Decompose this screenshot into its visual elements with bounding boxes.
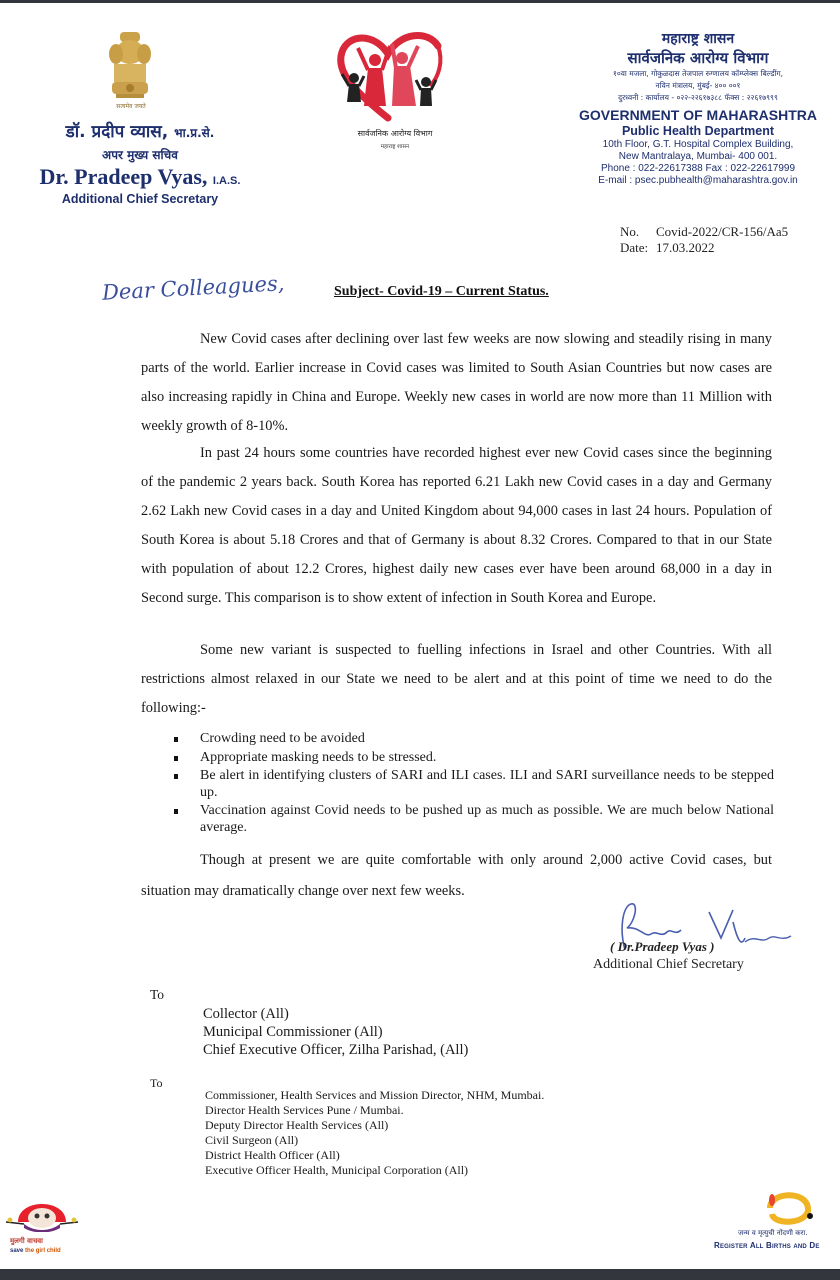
recipient-item: Commissioner, Health Services and Mission Director, NHM, Mumbai.: [205, 1088, 545, 1102]
public-health-heart-family-logo-icon: [330, 26, 450, 126]
reference-block: [620, 224, 788, 256]
recipient-item: Collector (All): [203, 1006, 289, 1022]
address-hindi-line2: नविन मंत्रालय, मुंबई- ४०० ००१: [655, 81, 741, 90]
recipients-secondary-list: [205, 1088, 544, 1178]
register-births-deaths-logo-icon: [760, 1186, 820, 1230]
signatory-designation: Additional Chief Secretary: [593, 957, 744, 972]
dept-name-english: Public Health Department: [621, 124, 775, 138]
email-english: E-mail : psec.pubhealth@maharashtra.gov.in: [598, 175, 798, 186]
recipient-item: Civil Surgeon (All): [205, 1133, 299, 1147]
recipient-item: Deputy Director Health Services (All): [205, 1118, 389, 1132]
reference-number: No. Covid-2022/CR-156/Aa5: [620, 224, 789, 239]
action-item: Appropriate masking needs to be stressed.: [174, 750, 774, 767]
action-item: Be alert in identifying clusters of SARI and ILI cases. ILI and SARI surveillance needs to be stepped up.: [174, 768, 774, 801]
closing-paragraph: Though at present we are quite comfortable with only around 2,000 active Covid cases, but situation may dramatically change over next few weeks.: [141, 852, 772, 899]
officer-name-english: Dr. Pradeep Vyas, I.A.S.: [39, 164, 241, 189]
action-item: Crowding need to be avoided: [174, 731, 774, 748]
department-address-block: [560, 30, 836, 187]
register-births-text-hindi: जन्म व मृत्युची नोंदणी करा.: [738, 1229, 808, 1237]
gov-name-english: GOVERNMENT OF MAHARASHTRA: [579, 107, 817, 123]
body-paragraph-2: In past 24 hours some countries have recorded highest ever new Covid cases since the beginning of the pandemic 2 years back. South Korea has reported 6.21 Lakh new Covid cases in a day and Germany 2.62 Lakh new Covid cases in a day and United Kingdom about 94,000 cases in last 24 hours. Population of South Korea is about 5.18 Crores and that of Germany is about 8.32 Crores. Compared to that in our State with population of about 12.2 Crores, highest daily new cases ever have been around 68,000 in a day in Second surge. This comparison is to show extent of infection in South Korea and Europe.: [141, 445, 772, 606]
save-girl-child-text-hindi: मुलगी वाचवा: [10, 1237, 43, 1245]
reference-date: Date: 17.03.2022: [620, 240, 715, 255]
recipients-primary-list: [203, 1005, 468, 1059]
body-paragraph-3: Some new variant is suspected to fuelling infections in Israel and other Countries. With all restrictions almost relaxed in our State we need to be alert and at this point of time we need to do the following:-: [141, 642, 772, 716]
recipients-secondary-label: To: [150, 1076, 163, 1090]
phone-fax-english: Phone : 022-22617388 Fax : 022-22617999: [600, 163, 796, 174]
recipient-item: Executive Officer Health, Municipal Corporation (All): [205, 1163, 469, 1177]
emblem-motto: सत्यमेव जयते: [116, 103, 146, 110]
center-logo-caption: सार्वजनिक आरोग्य विभाग: [357, 129, 433, 138]
save-girl-child-logo-icon: [4, 1188, 80, 1232]
gov-name-hindi: महाराष्ट्र शासन: [661, 31, 735, 47]
screen-top-bar: [0, 0, 840, 3]
designation-hindi: अपर मुख्य सचिव: [102, 148, 178, 162]
handwritten-salutation: Dear Colleagues,: [101, 271, 285, 305]
recipients-primary-label: To: [150, 987, 165, 1002]
save-girl-child-text-english: save the girl child: [10, 1248, 61, 1254]
action-list: [174, 731, 774, 838]
dept-name-hindi: सार्वजनिक आरोग्य विभाग: [627, 49, 769, 67]
designation-english: Additional Chief Secretary: [61, 192, 219, 206]
center-logo-subcaption: महाराष्ट्र शासन: [380, 144, 410, 150]
officer-name-hindi: डॉ. प्रदीप व्यास, भा.प्र.से.: [65, 122, 215, 142]
phone-hindi: दुरध्वनी : कार्यालय - ०२२-२२६१७३८८ फॅक्स : २२६१७९९९: [618, 93, 778, 102]
signatory-name: ( Dr.Pradeep Vyas ): [610, 939, 715, 954]
national-emblem-icon: [104, 28, 156, 108]
recipient-item: Director Health Services Pune / Mumbai.: [205, 1103, 404, 1117]
recipient-item: Chief Executive Officer, Zilha Parishad, (All): [203, 1042, 469, 1058]
address-hindi-line1: १०वा मजला, गोकुळदास तेजपाल रुग्णालय कॉम्प्लेक्स बिल्डींग,: [612, 69, 784, 78]
register-births-text-english: Register All Births and De: [714, 1241, 820, 1250]
recipient-item: Municipal Commissioner (All): [203, 1024, 383, 1040]
address-english-line1: 10th Floor, G.T. Hospital Complex Building,: [602, 139, 794, 150]
action-item: Vaccination against Covid needs to be pushed up as much as possible. We are much below National average.: [174, 803, 774, 836]
screen-bottom-bar: [0, 1269, 840, 1280]
recipient-item: District Health Officer (All): [205, 1148, 340, 1162]
subject-line: Subject- Covid-19 – Current Status.: [334, 284, 549, 299]
body-paragraph-1: New Covid cases after declining over last few weeks are now slowing and steadily rising in many parts of the world. Earlier increase in Covid cases was limited to South Asian Countries but now cases are also increasing rapidly in China and Europe. Weekly new cases in world are now more than 11 Million with weekly growth of 8-10%.: [141, 331, 772, 434]
address-english-line2: New Mantralaya, Mumbai- 400 001.: [618, 151, 778, 162]
